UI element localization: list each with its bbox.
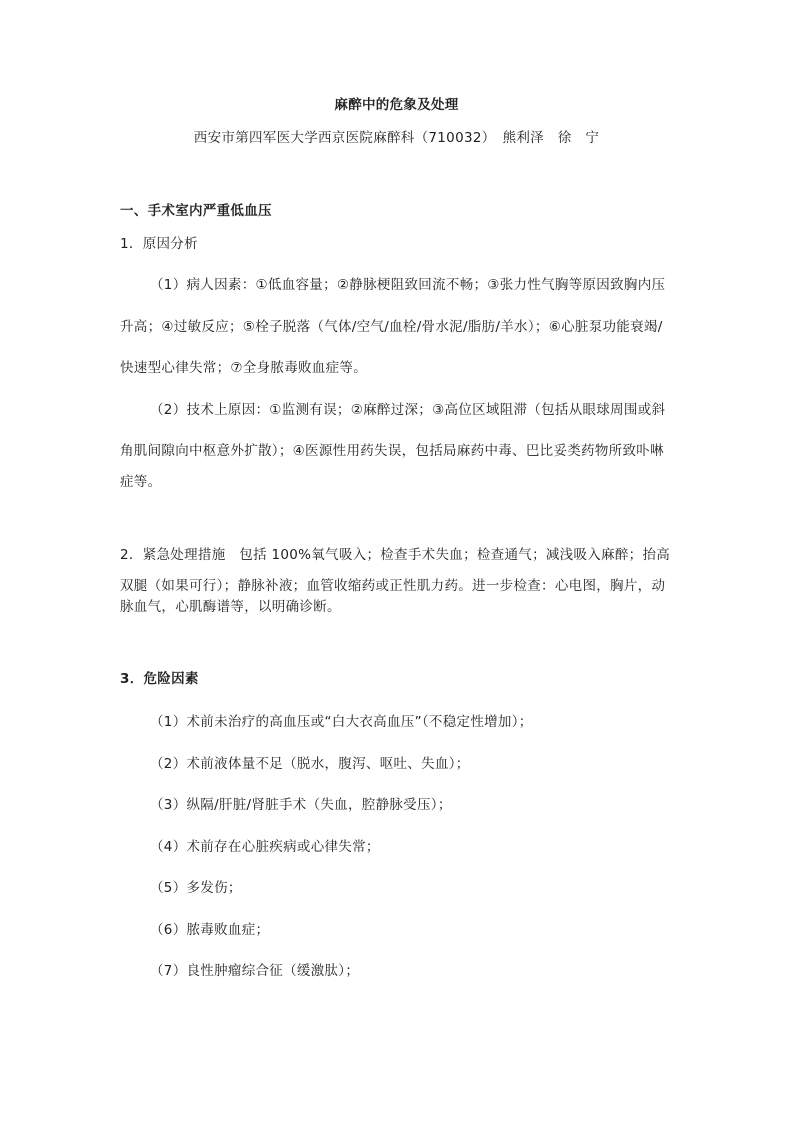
list-item: （3）纵隔/肝脏/肾脏手术（失血，腔静脉受压）； <box>150 797 452 813</box>
document-title: 麻醉中的危象及处理 <box>334 97 459 113</box>
paragraph-line: （2）技术上原因：①监测有误；②麻醉过深；③高位区域阻滞（包括从眼球周围或斜 <box>150 402 666 418</box>
list-item: （5）多发伤； <box>150 880 242 896</box>
list-item: （1）术前未治疗的高血压或“白大衣高血压”（不稳定性增加）； <box>150 714 533 730</box>
paragraph-line: 双腿（如果可行）；静脉补液；血管收缩药或正性肌力药。进一步检查：心电图，胸片，动 <box>120 578 666 594</box>
list-item: （7）良性肿瘤综合征（缓激肽）； <box>150 963 360 979</box>
paragraph-line: 脉血气，心肌酶谱等，以明确诊断。 <box>120 599 341 615</box>
section-heading: 一、手术室内严重低血压 <box>120 203 272 219</box>
paragraph-line: 快速型心律失常；⑦全身脓毒败血症等。 <box>120 360 368 376</box>
list-item: （6）脓毒败血症； <box>150 922 270 938</box>
paragraph-line: 2．紧急处理措施 包括 100%氧气吸入；检查手术失血；检查通气；减浅吸入麻醉；抬高 <box>120 547 671 563</box>
list-item: （2）术前液体量不足（脱水，腹泻、呕吐、失血）； <box>150 756 470 772</box>
paragraph-line: （1）病人因素：①低血容量；②静脉梗阻致回流不畅；③张力性气胸等原因致胸内压 <box>150 277 666 293</box>
paragraph-line: 升高；④过敏反应；⑤栓子脱落（气体/空气/血栓/骨水泥/脂肪/羊水）；⑥心脏泵功能衰竭/ <box>120 319 663 335</box>
list-item: （4）术前存在心脏疾病或心律失常； <box>150 839 380 855</box>
paragraph-line: 角肌间隙向中枢意外扩散）；④医源性用药失误，包括局麻药中毒、巴比妥类药物所致卟啉 <box>120 443 664 459</box>
paragraph-line: 症等。 <box>120 474 162 490</box>
subsection-heading: 3．危险因素 <box>120 671 199 687</box>
subsection-heading: 1．原因分析 <box>120 236 198 252</box>
author-byline: 西安市第四军医大学西京医院麻醉科（710032） 熊利泽 徐 宁 <box>193 130 600 146</box>
